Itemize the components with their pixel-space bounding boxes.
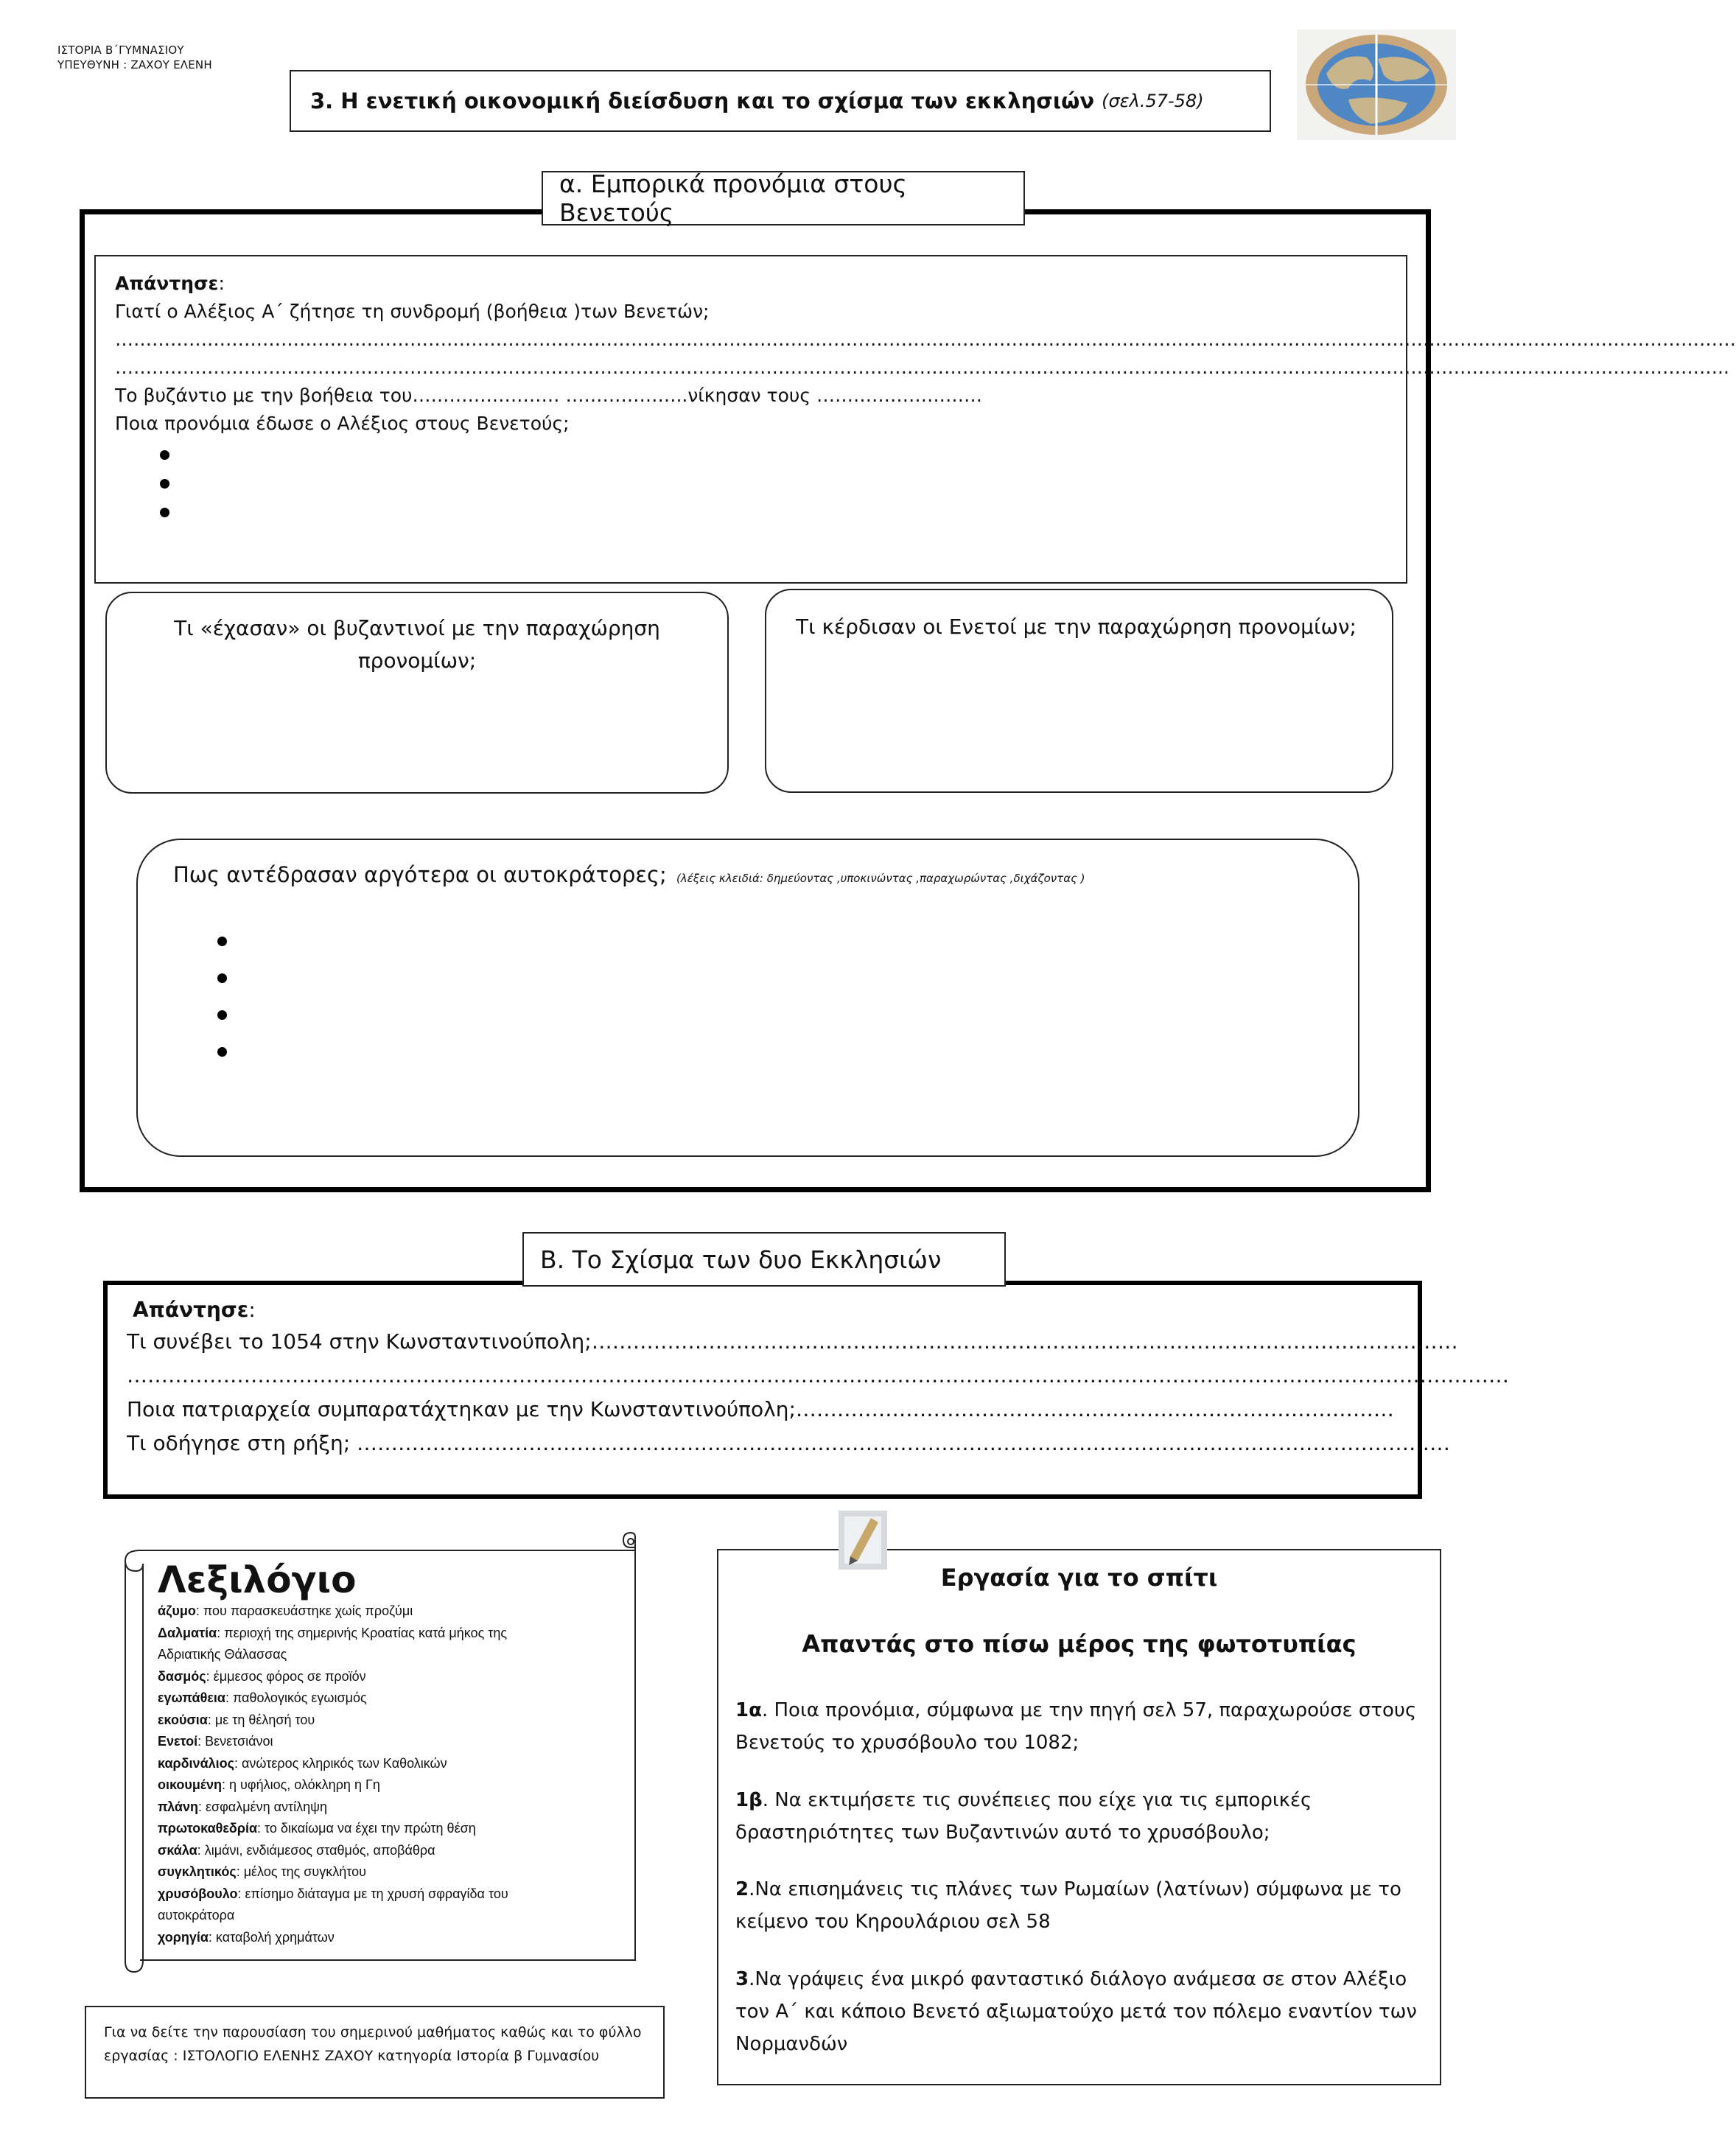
lost-box[interactable] [105,592,729,794]
question-why-venetians: Γιατί ο Αλέξιος Α΄ ζήτησε τη συνδρομή (βοήθεια )των Βενετών; [115,301,710,322]
q1a-number: 1α [735,1699,762,1721]
footer-note: Για να δείτε την παρουσίαση του σημερινού μαθήματος καθώς και το φύλλο εργασίας : ΙΣΤΟΛΟΓΙΟ ΕΛΕΝΗΣ ΖΑΧΟΥ κατηγορία Ιστορία β Γυμνασίου [85,2006,665,2099]
glossary-definition: : που παρασκευάστηκε χωίς προζύμι [195,1603,413,1618]
glossary-definition: : η υφήλιος, ολόκληρη η Γη [222,1777,380,1792]
header-school [57,43,212,72]
glossary-term: πλάνη [158,1799,198,1814]
lost-question: Τι «έχασαν» οι βυζαντινοί με την παραχώρηση προνομίων; [174,616,660,673]
bullet [160,508,169,517]
reaction-box[interactable] [136,839,1359,1157]
glossary-term: Δαλματία [158,1625,217,1640]
section-a-question-text [115,270,1736,438]
glossary-list [158,1600,629,1948]
q3-number: 3 [735,1968,749,1990]
bullet [217,1010,227,1020]
glossary-definition: : Βενετσιάνοι [197,1734,273,1749]
glossary-term: εγωπάθεια [158,1690,225,1705]
glossary-entry [158,1861,629,1883]
glossary-entry [158,1623,629,1645]
glossary-term: καρδινάλιος [158,1755,235,1771]
glossary-entry [158,1687,629,1710]
glossary-term: Ενετοί [158,1734,198,1749]
glossary-term: σκάλα [158,1842,197,1858]
header-course: ΙΣΤΟΡΙΑ Β΄ΓΥΜΝΑΣΙΟΥ [57,43,184,57]
glossary-definition: : παθολογικός εγωισμός [225,1690,367,1705]
glossary-definition: : καταβολή χρημάτων [208,1929,335,1945]
glossary-definition: αυτοκράτορα [158,1908,235,1923]
glossary-term: δασμός [158,1668,206,1684]
answer-line-2[interactable]: ……………………………………………………………………………………………………………………………………………………………………………………………………………………………………….. [115,357,1729,378]
glossary-term: συγκλητικός [158,1864,237,1879]
lesson-title: 3. Η ενετική οικονομική διείσδυση και το σχίσμα των εκκλησιών [310,88,1095,113]
section-b-tab: Β. Το Σχίσμα των δυο Εκκλησιών [522,1232,1006,1287]
glossary-definition: Αδριατικής Θάλασσας [158,1647,287,1662]
bullet [217,1047,227,1057]
glossary-entry [158,1927,629,1949]
header-teacher: ΥΠΕΥΘΥΝΗ : ΖΑΧΟΥ ΕΛΕΝΗ [57,58,212,71]
reaction-keywords: (λέξεις κλειδιά: δημεύοντας ,υποκινώντας ,παραχωρώντας ,διχάζοντας ) [676,872,1085,885]
answer-line-1[interactable]: ………………………………………………………………………………………………………………………………………………………………………………………………………………………………………… [115,329,1736,350]
gained-question: Τι κέρδισαν οι Ενετοί με την παραχώρηση προνομίων; [796,615,1357,639]
glossary-entry [158,1666,629,1688]
gained-box[interactable] [765,589,1393,793]
bullet [160,450,169,460]
question-victory: Το βυζάντιο με την βοήθεια του…………………… ………………..νίκησαν τους ……………………… [115,385,983,406]
glossary-entry [158,1818,629,1840]
glossary-entry [158,1753,629,1775]
glossary-definition: : μέλος της συγκλήτου [236,1864,366,1879]
homework-subtitle: Απαντάς στο πίσω μέρος της φωτοτυπίας [802,1630,1357,1658]
section-b-questions [127,1295,1509,1460]
homework-title: Εργασία για το σπίτι [940,1564,1218,1592]
glossary-entry [158,1905,629,1927]
glossary-entry [158,1731,629,1753]
glossary-definition: : εσφαλμένη αντίληψη [197,1799,327,1814]
answer-label: Απάντησε [133,1298,249,1322]
question-rupture: Τι οδήγησε στη ρήξη; …………………………………………………………………………………………………………………………………………… [127,1431,1451,1455]
glossary-term: άζυμο [158,1603,196,1618]
glossary-entry [158,1644,629,1666]
globe-map-icon [1297,29,1456,140]
homework-q2 [735,1873,1421,1938]
bullet [217,937,227,946]
glossary-entry [158,1797,629,1819]
section-a-tab: α. Εμπορικά προνόμια στους Βενετούς [542,171,1025,225]
bullet [217,973,227,983]
pencil-icon [839,1511,887,1570]
glossary-definition: : έμμεσος φόρος σε προϊόν [206,1668,366,1684]
question-patriarchates: Ποια πατριαρχεία συμπαρατάχτηκαν με την Κωνσταντινούπολη;…………………………………………………………………………… [127,1397,1394,1421]
q2-text: .Να επισημάνεις τις πλάνες των Ρωμαίων (λατίνων) σύμφωνα με το κείμενο του Κηρουλάριου σελ 58 [735,1878,1401,1933]
lesson-title-box [290,70,1271,132]
glossary-entry [158,1774,629,1797]
glossary-term: πρωτοκαθεδρία [158,1821,258,1836]
glossary-definition: : ανώτερος κληρικός των Καθολικών [234,1755,447,1771]
homework-q1a [735,1694,1421,1759]
glossary-entry [158,1840,629,1862]
bullet [160,479,169,489]
q1b-text: . Να εκτιμήσετε τις συνέπειες που είχε για τις εμπορικές δραστηριότητες των Βυζαντινών αυτό το χρυσόβουλο; [735,1789,1312,1844]
glossary-entry [158,1883,629,1906]
glossary-definition: : περιοχή της σημερινής Κροατίας κατά μήκος της [217,1625,508,1640]
glossary-term: εκούσια [158,1712,208,1727]
q2-number: 2 [735,1878,749,1900]
glossary-definition: : επίσημο διάταγμα με τη χρυσή σφραγίδα του [237,1886,508,1901]
glossary-term: οικουμένη [158,1777,223,1792]
glossary-title: Λεξιλόγιο [158,1558,357,1601]
glossary-entry [158,1600,629,1623]
glossary-definition: : το δικαίωμα να έχει την πρώτη θέση [257,1821,476,1836]
answer-colon: : [248,1298,256,1322]
answer-label: Απάντησε [115,273,219,294]
homework-q1b [735,1784,1421,1849]
answer-line[interactable]: ………………………………………………………………………………………………………………………………………………………………………………… [127,1363,1509,1388]
answer-colon: : [218,273,225,294]
glossary-term: χορηγία [158,1929,209,1945]
question-privileges: Ποια προνόμια έδωσε ο Αλέξιος στους Βενετούς; [115,413,570,434]
lesson-pages: (σελ.57-58) [1102,91,1204,111]
q1a-text: . Ποια προνόμια, σύμφωνα με την πηγή σελ 57, παραχωρούσε στους Βενετούς το χρυσόβουλο του 1082; [735,1699,1417,1754]
q1b-number: 1β [735,1789,763,1811]
glossary-term: χρυσόβουλο [158,1886,238,1901]
question-1054: Τι συνέβει το 1054 στην Κωνσταντινούπολη;……………………………………………………………………………………………………………… [127,1329,1458,1354]
reaction-question: Πως αντέδρασαν αργότερα οι αυτοκράτορες; [173,862,667,887]
glossary-entry [158,1710,629,1732]
glossary-definition: : λιμάνι, ενδιάμεσος σταθμός, αποβάθρα [197,1842,435,1858]
homework-q3 [735,1963,1421,2060]
glossary-definition: : με τη θέλησή του [207,1712,315,1727]
q3-text: .Να γράψεις ένα μικρό φανταστικό διάλογο ανάμεσα σε στον Αλέξιο τον Α΄ και κάποιο Βενετό αξιωματούχο μετά τον πόλεμο εναντίον των Νορμανδών [735,1968,1417,2055]
